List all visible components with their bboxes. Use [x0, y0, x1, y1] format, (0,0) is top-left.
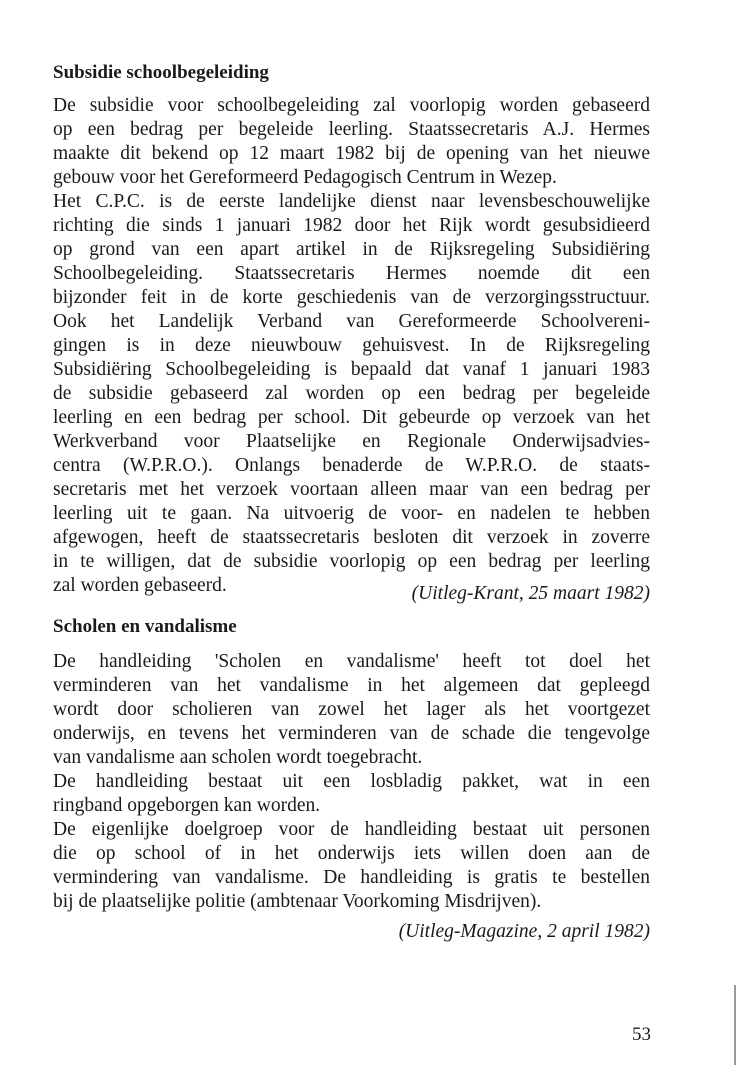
- paragraph-line: in te willigen, dat de subsidie voorlopig op een bedrag per leerling: [53, 551, 650, 572]
- paragraph-line: Schoolbegeleiding. Staatssecretaris Hermes noemde dit een: [53, 263, 650, 284]
- paragraph-line: Werkverband voor Plaatselijke en Regionale Onderwijsadvies-: [53, 431, 650, 452]
- paragraph-line: secretaris met het verzoek voortaan alleen maar van een bedrag per: [53, 479, 650, 500]
- paragraph-line: gingen is in deze nieuwbouw gehuisvest. In de Rijksregeling: [53, 335, 650, 356]
- paragraph-line: leerling uit te gaan. Na uitvoerig de voor- en nadelen te hebben: [53, 503, 650, 524]
- source-citation: (Uitleg-Magazine, 2 april 1982): [398, 921, 650, 942]
- scan-edge-mark: [734, 985, 736, 1065]
- page-number: 53: [632, 1024, 651, 1045]
- paragraph-line: richting die sinds 1 januari 1982 door het Rijk wordt gesubsidieerd: [53, 215, 650, 236]
- paragraph-line: onderwijs, en tevens het verminderen van de schade die tengevolge: [53, 723, 650, 744]
- source-citation: (Uitleg-Krant, 25 maart 1982): [411, 583, 650, 604]
- paragraph-line: van vandalisme aan scholen wordt toegebracht.: [53, 747, 423, 768]
- paragraph-line: zal worden gebaseerd.: [53, 575, 227, 596]
- paragraph-line: op grond van een apart artikel in de Rijksregeling Subsidiëring: [53, 239, 650, 260]
- paragraph-line: leerling en een bedrag per school. Dit gebeurde op verzoek van het: [53, 407, 650, 428]
- paragraph-line: De handleiding bestaat uit een losbladig pakket, wat in een: [53, 771, 650, 792]
- paragraph-line: maakte dit bekend op 12 maart 1982 bij de opening van het nieuwe: [53, 143, 650, 164]
- paragraph-line: ringband opgeborgen kan worden.: [53, 795, 321, 816]
- paragraph-line: Het C.P.C. is de eerste landelijke dienst naar levensbeschouwelijke: [53, 191, 650, 212]
- paragraph-line: Subsidiëring Schoolbegeleiding is bepaald dat vanaf 1 januari 1983: [53, 359, 650, 380]
- paragraph-line: centra (W.P.R.O.). Onlangs benaderde de W.P.R.O. de staats-: [53, 455, 650, 476]
- paragraph-line: op een bedrag per begeleide leerling. Staatssecretaris A.J. Hermes: [53, 119, 650, 140]
- paragraph-line: De handleiding 'Scholen en vandalisme' heeft tot doel het: [53, 651, 650, 672]
- section-heading-vandalisme: Scholen en vandalisme: [53, 616, 237, 637]
- paragraph-line: verminderen van het vandalisme in het algemeen dat gepleegd: [53, 675, 650, 696]
- paragraph-line: afgewogen, heeft de staatssecretaris besloten dit verzoek in zoverre: [53, 527, 650, 548]
- paragraph-line: die op school of in het onderwijs iets willen doen aan de: [53, 843, 650, 864]
- section-heading-subsidie: Subsidie schoolbegeleiding: [53, 62, 269, 83]
- paragraph-line: De subsidie voor schoolbegeleiding zal voorlopig worden gebaseerd: [53, 95, 650, 116]
- paragraph-line: Ook het Landelijk Verband van Gereformeerde Schoolvereni-: [53, 311, 650, 332]
- paragraph-line: gebouw voor het Gereformeerd Pedagogisch Centrum in Wezep.: [53, 167, 557, 188]
- paragraph-line: wordt door scholieren van zowel het lager als het voortgezet: [53, 699, 650, 720]
- paragraph-line: de subsidie gebaseerd zal worden op een bedrag per begeleide: [53, 383, 650, 404]
- paragraph-line: bijzonder feit in de korte geschiedenis van de verzorgingsstructuur.: [53, 287, 650, 308]
- paragraph-line: De eigenlijke doelgroep voor de handleiding bestaat uit personen: [53, 819, 650, 840]
- paragraph-line: bij de plaatselijke politie (ambtenaar Voorkoming Misdrijven).: [53, 891, 542, 912]
- paragraph-line: vermindering van vandalisme. De handleiding is gratis te bestellen: [53, 867, 650, 888]
